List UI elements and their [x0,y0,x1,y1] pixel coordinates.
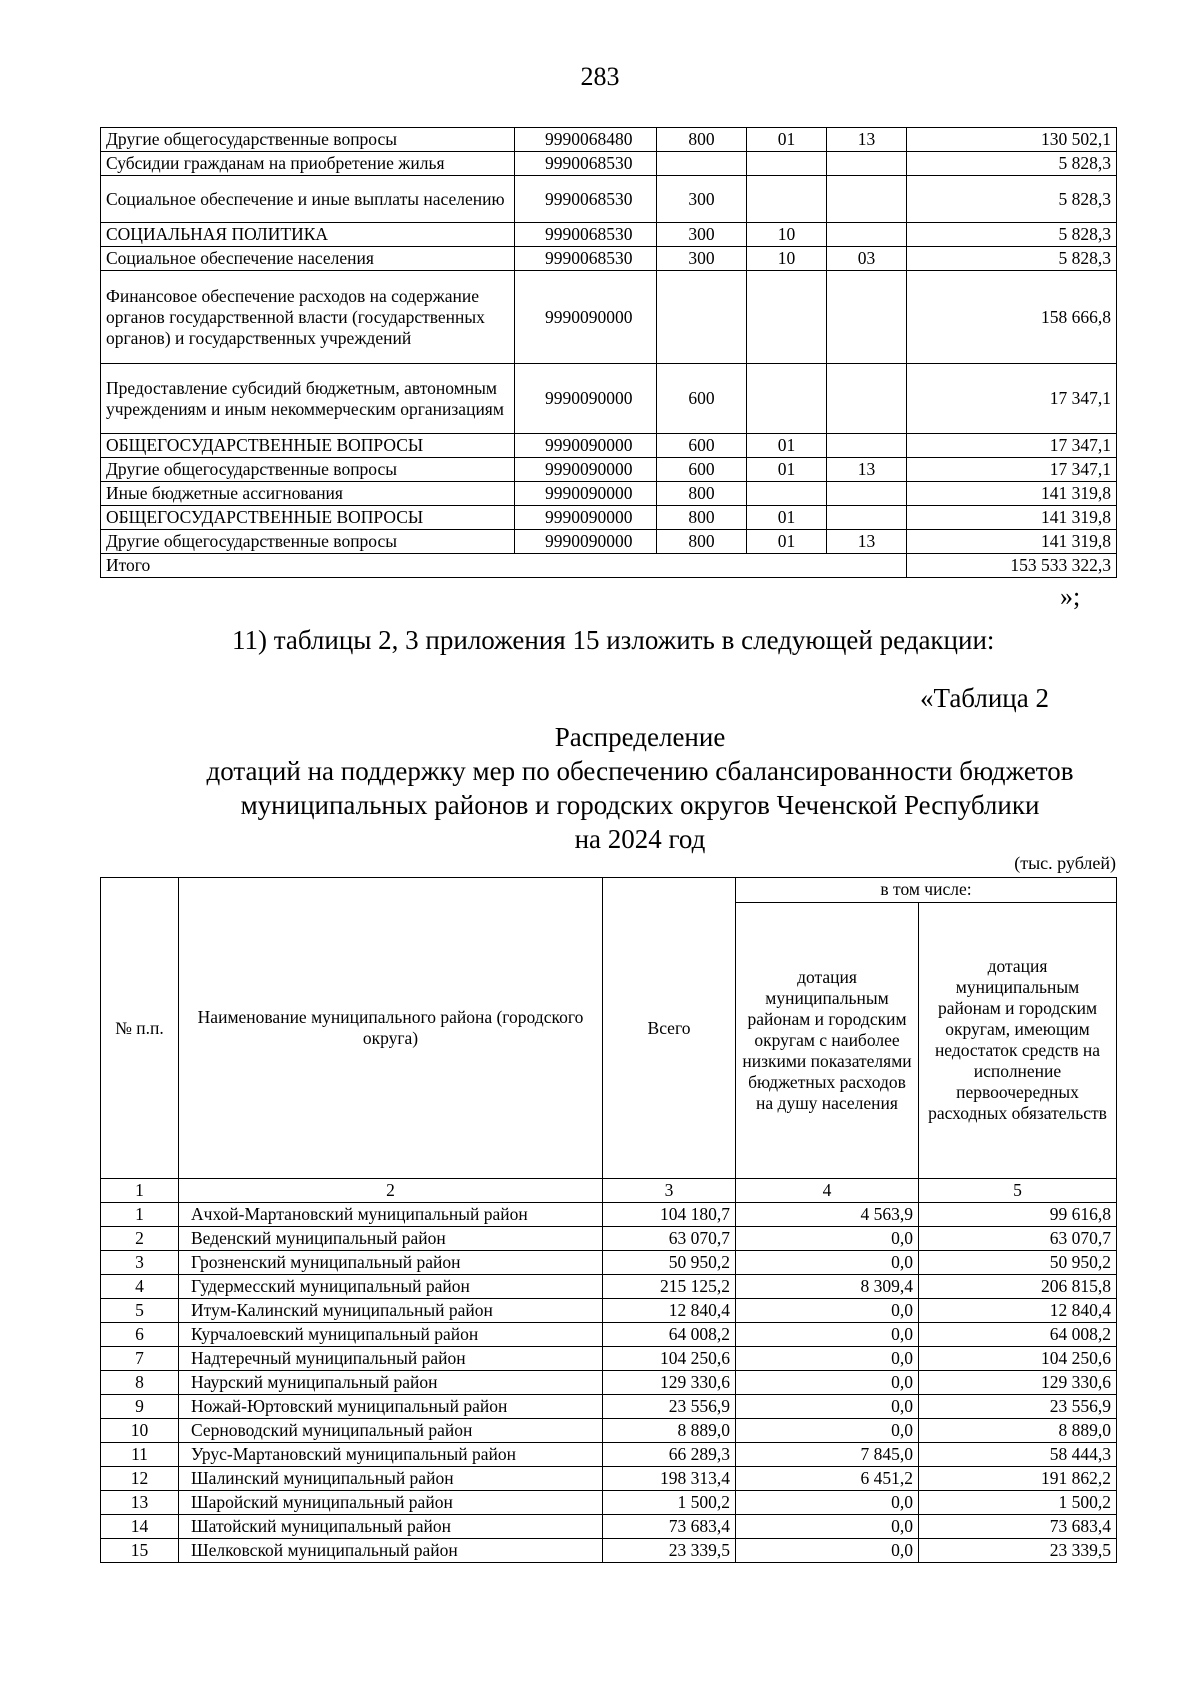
row-sum: 17 347,1 [907,458,1117,482]
row-col5: 50 950,2 [919,1251,1117,1275]
column-number: 5 [919,1179,1117,1203]
row-subsection [827,482,907,506]
column-number: 4 [736,1179,919,1203]
units-note: (тыс. рублей) [1014,853,1116,873]
row-sum: 141 319,8 [907,506,1117,530]
row-col4: 0,0 [736,1419,919,1443]
row-code: 9990090000 [515,434,657,458]
table-row [101,530,1117,554]
row-subsection [827,271,907,364]
row-expense-type: 300 [657,247,747,271]
row-col5: 23 339,5 [919,1539,1117,1563]
table-row [101,1371,1117,1395]
row-subsection: 13 [827,128,907,152]
table-row [101,176,1117,223]
row-code: 9990068480 [515,128,657,152]
district-name: Шелковской муниципальный район [179,1539,603,1563]
table-row [101,247,1117,271]
table-row [101,1539,1117,1563]
row-subsection: 13 [827,458,907,482]
row-total: 23 556,9 [603,1395,736,1419]
heading-line: Распределение [554,722,726,752]
row-total: 104 180,7 [603,1203,736,1227]
row-sum: 5 828,3 [907,223,1117,247]
column-number: 2 [179,1179,603,1203]
row-subsection [827,364,907,434]
row-number: 1 [101,1203,179,1227]
row-name: Социальное обеспечение населения [101,247,515,271]
row-expense-type [657,152,747,176]
row-number: 9 [101,1395,179,1419]
table-row [101,128,1117,152]
row-total: 129 330,6 [603,1371,736,1395]
expenditure-table [100,127,1117,578]
row-col5: 8 889,0 [919,1419,1117,1443]
row-expense-type: 800 [657,482,747,506]
row-expense-type: 600 [657,364,747,434]
row-col5: 64 008,2 [919,1323,1117,1347]
district-name: Гудермесский муниципальный район [179,1275,603,1299]
row-expense-type: 300 [657,176,747,223]
row-col4: 0,0 [736,1491,919,1515]
row-code: 9990090000 [515,364,657,434]
row-col5: 58 444,3 [919,1443,1117,1467]
row-col4: 0,0 [736,1515,919,1539]
row-col5: 99 616,8 [919,1203,1117,1227]
table-row [101,1347,1117,1371]
row-number: 2 [101,1227,179,1251]
header-number: № п.п. [101,878,179,1179]
row-col4: 0,0 [736,1395,919,1419]
row-subsection [827,223,907,247]
row-total: 198 313,4 [603,1467,736,1491]
row-expense-type: 600 [657,458,747,482]
row-expense-type [657,271,747,364]
row-total: 104 250,6 [603,1347,736,1371]
table-row [101,364,1117,434]
header-col5: дотация муниципальным районам и городским округам, имеющим недостаток средств на исполнение первоочередных расходных обязательств [919,902,1117,1178]
district-name: Курчалоевский муниципальный район [179,1323,603,1347]
table-row [101,1299,1117,1323]
row-col5: 12 840,4 [919,1299,1117,1323]
row-col4: 0,0 [736,1371,919,1395]
row-number: 15 [101,1539,179,1563]
row-number: 4 [101,1275,179,1299]
row-number: 8 [101,1371,179,1395]
table-row [101,1275,1117,1299]
row-col5: 1 500,2 [919,1491,1117,1515]
table-row [101,1323,1117,1347]
row-sum: 17 347,1 [907,434,1117,458]
heading-line: муниципальных районов и городских округов Чеченской Республики [240,790,1040,820]
row-name: ОБЩЕГОСУДАРСТВЕННЫЕ ВОПРОСЫ [101,434,515,458]
row-name: Другие общегосударственные вопросы [101,530,515,554]
row-section: 01 [747,530,827,554]
row-number: 13 [101,1491,179,1515]
row-total: 66 289,3 [603,1443,736,1467]
row-name: Социальное обеспечение и иные выплаты населению [101,176,515,223]
row-col4: 6 451,2 [736,1467,919,1491]
row-section [747,152,827,176]
row-code: 9990090000 [515,271,657,364]
total-row [101,554,1117,578]
district-name: Веденский муниципальный район [179,1227,603,1251]
row-total: 63 070,7 [603,1227,736,1251]
row-code: 9990090000 [515,458,657,482]
row-number: 7 [101,1347,179,1371]
district-name: Итум-Калинский муниципальный район [179,1299,603,1323]
row-col5: 206 815,8 [919,1275,1117,1299]
row-sum: 141 319,8 [907,530,1117,554]
district-name: Надтеречный муниципальный район [179,1347,603,1371]
row-expense-type: 800 [657,128,747,152]
row-expense-type: 300 [657,223,747,247]
row-code: 9990068530 [515,247,657,271]
row-section: 01 [747,128,827,152]
row-col5: 129 330,6 [919,1371,1117,1395]
row-total: 50 950,2 [603,1251,736,1275]
row-section [747,271,827,364]
row-number: 3 [101,1251,179,1275]
row-col4: 4 563,9 [736,1203,919,1227]
table-row [101,434,1117,458]
row-code: 9990090000 [515,482,657,506]
table-row [101,152,1117,176]
subsidy-distribution-table [100,877,1117,1563]
header-including: в том числе: [736,878,1117,903]
page-number: 283 [580,62,620,91]
district-name: Ачхой-Мартановский муниципальный район [179,1203,603,1227]
row-section [747,364,827,434]
row-total: 73 683,4 [603,1515,736,1539]
district-name: Серноводский муниципальный район [179,1419,603,1443]
row-subsection [827,152,907,176]
district-name: Наурский муниципальный район [179,1371,603,1395]
row-col4: 0,0 [736,1251,919,1275]
table-row [101,223,1117,247]
row-subsection [827,506,907,530]
heading-line: дотаций на поддержку мер по обеспечению сбалансированности бюджетов [206,756,1074,786]
row-name: Другие общегосударственные вопросы [101,458,515,482]
row-col4: 8 309,4 [736,1275,919,1299]
total-label: Итого [101,554,907,578]
row-name: ОБЩЕГОСУДАРСТВЕННЫЕ ВОПРОСЫ [101,506,515,530]
row-total: 12 840,4 [603,1299,736,1323]
row-col5: 191 862,2 [919,1467,1117,1491]
row-name: Субсидии гражданам на приобретение жилья [101,152,515,176]
row-col4: 0,0 [736,1539,919,1563]
row-col4: 0,0 [736,1227,919,1251]
row-col5: 63 070,7 [919,1227,1117,1251]
column-number: 1 [101,1179,179,1203]
row-code: 9990068530 [515,223,657,247]
row-code: 9990068530 [515,176,657,223]
row-sum: 141 319,8 [907,482,1117,506]
column-numbers-row [101,1179,1117,1203]
row-section [747,176,827,223]
header-col4: дотация муниципальным районам и городским округам с наиболее низкими показателями бюджетных расходов на душу населения [736,902,919,1178]
row-section: 10 [747,223,827,247]
total-sum: 153 533 322,3 [907,554,1117,578]
header-total: Всего [603,878,736,1179]
row-expense-type: 800 [657,530,747,554]
row-subsection [827,434,907,458]
row-col4: 0,0 [736,1299,919,1323]
row-name: Другие общегосударственные вопросы [101,128,515,152]
row-subsection: 03 [827,247,907,271]
table-row [101,1443,1117,1467]
row-total: 23 339,5 [603,1539,736,1563]
district-name: Шалинский муниципальный район [179,1467,603,1491]
table-heading [150,720,1130,856]
table-row [101,506,1117,530]
row-code: 9990090000 [515,506,657,530]
row-code: 9990068530 [515,152,657,176]
row-sum: 158 666,8 [907,271,1117,364]
district-name: Шатойский муниципальный район [179,1515,603,1539]
row-col5: 23 556,9 [919,1395,1117,1419]
row-name: Предоставление субсидий бюджетным, автономным учреждениям и иным некоммерческим организациям [101,364,515,434]
row-section: 10 [747,247,827,271]
row-section: 01 [747,434,827,458]
district-name: Грозненский муниципальный район [179,1251,603,1275]
row-number: 14 [101,1515,179,1539]
row-expense-type: 600 [657,434,747,458]
table-row [101,1251,1117,1275]
row-expense-type: 800 [657,506,747,530]
row-name: Финансовое обеспечение расходов на содержание органов государственной власти (государственных органов) и государственных учреждений [101,271,515,364]
row-subsection [827,176,907,223]
row-col5: 73 683,4 [919,1515,1117,1539]
header-row [101,878,1117,903]
table-row [101,482,1117,506]
row-number: 11 [101,1443,179,1467]
amendment-item: 11) таблицы 2, 3 приложения 15 изложить в следующей редакции: [232,625,995,655]
row-col5: 104 250,6 [919,1347,1117,1371]
district-name: Урус-Мартановский муниципальный район [179,1443,603,1467]
table-row [101,1515,1117,1539]
header-name: Наименование муниципального района (городского округа) [179,878,603,1179]
row-sum: 5 828,3 [907,152,1117,176]
row-name: СОЦИАЛЬНАЯ ПОЛИТИКА [101,223,515,247]
row-sum: 5 828,3 [907,247,1117,271]
row-total: 64 008,2 [603,1323,736,1347]
heading-line: на 2024 год [574,824,706,854]
district-name: Ножай-Юртовский муниципальный район [179,1395,603,1419]
row-sum: 130 502,1 [907,128,1117,152]
row-name: Иные бюджетные ассигнования [101,482,515,506]
row-col4: 0,0 [736,1323,919,1347]
row-number: 10 [101,1419,179,1443]
row-number: 6 [101,1323,179,1347]
district-name: Шаройский муниципальный район [179,1491,603,1515]
row-number: 5 [101,1299,179,1323]
row-code: 9990090000 [515,530,657,554]
table-row [101,271,1117,364]
row-subsection: 13 [827,530,907,554]
row-col4: 0,0 [736,1347,919,1371]
table-row [101,1227,1117,1251]
row-section [747,482,827,506]
table-caption: «Таблица 2 [920,683,1049,713]
row-total: 1 500,2 [603,1491,736,1515]
row-section: 01 [747,506,827,530]
row-number: 12 [101,1467,179,1491]
table-row [101,1467,1117,1491]
column-number: 3 [603,1179,736,1203]
row-total: 215 125,2 [603,1275,736,1299]
row-col4: 7 845,0 [736,1443,919,1467]
table-row [101,1419,1117,1443]
row-total: 8 889,0 [603,1419,736,1443]
table-row [101,1203,1117,1227]
row-sum: 5 828,3 [907,176,1117,223]
table-row [101,1395,1117,1419]
table-row [101,458,1117,482]
closing-quote: »; [1060,582,1081,611]
table-row [101,1491,1117,1515]
row-sum: 17 347,1 [907,364,1117,434]
row-section: 01 [747,458,827,482]
